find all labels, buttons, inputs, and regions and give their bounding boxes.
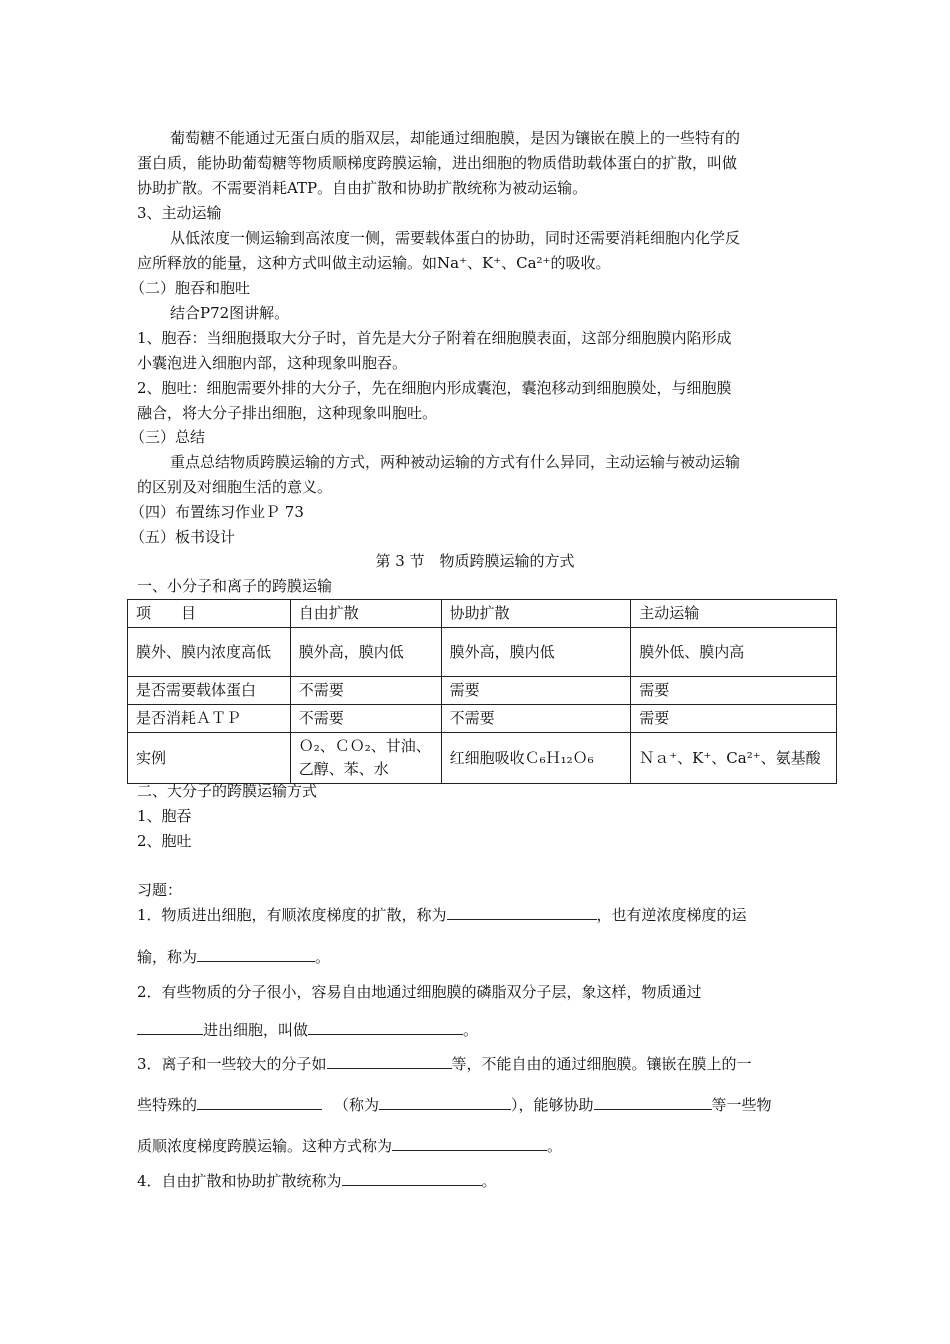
q3-text: （称为: [334, 1096, 380, 1114]
table-header-cell: 自由扩散: [290, 600, 441, 628]
question-2-line-2: [137, 1017, 478, 1043]
exocytosis-line-2: 融合，将大分子排出细胞，这种现象叫胞吐。: [137, 404, 438, 422]
q3-text: 质顺浓度梯度跨膜运输。这种方式称为: [137, 1137, 393, 1155]
q3-blank-3[interactable]: [379, 1093, 511, 1110]
q2-blank-1[interactable]: [137, 1018, 203, 1035]
q1-text: 。: [315, 948, 331, 966]
section-2-heading: 二、大分子的跨膜运输方式: [137, 782, 318, 800]
endo-reference: 结合P72图讲解。: [170, 304, 290, 322]
summary-line-1: 重点总结物质跨膜运输的方式，两种被动运输的方式有什么异同，主动运输与被动运输: [170, 453, 741, 471]
intro-line-1: 葡萄糖不能通过无蛋白质的脂双层，却能通过细胞膜，是因为镶嵌在膜上的一些特有的: [170, 129, 741, 147]
q1-text: ，也有逆浓度梯度的运: [596, 906, 747, 924]
active-line-1: 从低浓度一侧运输到高浓度一侧，需要载体蛋白的协助，同时还需要消耗细胞内化学反: [170, 229, 741, 247]
q2-text: 。: [463, 1021, 479, 1039]
table-header-cell: 协助扩散: [441, 600, 631, 628]
table-cell: 不需要: [441, 705, 631, 733]
question-4-line: [137, 1168, 497, 1194]
exercises-heading: 习题：: [137, 881, 183, 899]
intro-line-3: 协助扩散。不需要消耗ATP。自由扩散和协助扩散统称为被动运输。: [137, 179, 588, 197]
table-cell: 实例: [128, 733, 291, 784]
q3-blank-5[interactable]: [392, 1134, 547, 1151]
transport-comparison-table: [127, 599, 837, 784]
question-1-line-1: [137, 902, 747, 928]
board-design-heading: （五）板书设计: [130, 528, 236, 546]
active-transport-heading: 3、主动运输: [137, 204, 222, 222]
summary-heading: （三）总结: [130, 428, 206, 446]
question-1-line-2: [137, 944, 330, 970]
q4-text: 。: [481, 1172, 497, 1190]
exocytosis-line-1: 2、胞吐：细胞需要外排的大分子，先在细胞内形成囊泡，囊泡移动到细胞膜处，与细胞膜: [137, 379, 732, 397]
table-cell: 是否需要载体蛋白: [128, 677, 291, 705]
table-row: [128, 628, 837, 677]
question-2-line-1: 2．有些物质的分子很小，容易自由地通过细胞膜的磷脂双分子层，象这样，物质通过: [137, 983, 702, 1001]
q2-blank-2[interactable]: [308, 1018, 463, 1035]
table-cell: 需要: [631, 677, 837, 705]
q3-text: 。: [547, 1137, 563, 1155]
q1-blank-2[interactable]: [197, 945, 315, 962]
summary-line-2: 的区别及对细胞生活的意义。: [137, 478, 333, 496]
board-title: 第 3 节 物质跨膜运输的方式: [375, 552, 575, 570]
q3-text: 3．离子和一些较大的分子如: [137, 1055, 327, 1073]
table-cell: Ｏ₂、ＣＯ₂、甘油、乙醇、苯、水: [290, 733, 441, 784]
section-2-item: 2、胞吐: [137, 832, 192, 850]
table-row: [128, 733, 837, 784]
q3-blank-1[interactable]: [327, 1052, 452, 1069]
table-row: [128, 705, 837, 733]
endo-heading: （二）胞吞和胞吐: [130, 279, 251, 297]
question-3-line-3: [137, 1133, 562, 1159]
q3-blank-4[interactable]: [594, 1093, 712, 1110]
q2-text: 进出细胞，叫做: [203, 1021, 309, 1039]
q3-text: 些特殊的: [137, 1096, 198, 1114]
endocytosis-line-1: 1、胞吞：当细胞摄取大分子时，首先是大分子附着在细胞膜表面，这部分细胞膜内陷形成: [137, 329, 732, 347]
section-2-item: 1、胞吞: [137, 807, 192, 825]
q1-text: 1．物质进出细胞，有顺浓度梯度的扩散，称为: [137, 906, 447, 924]
table-header-cell: 主动运输: [631, 600, 837, 628]
table-cell: 红细胞吸收Ｃ₆Ｈ₁₂Ｏ₆: [441, 733, 631, 784]
table-cell: 不需要: [290, 677, 441, 705]
table-cell: 是否消耗ＡＴＰ: [128, 705, 291, 733]
table-cell: 膜外、膜内浓度高低: [128, 628, 291, 677]
q4-blank-1[interactable]: [342, 1169, 482, 1186]
intro-line-2: 蛋白质，能协助葡萄糖等物质顺梯度跨膜运输，进出细胞的物质借助载体蛋白的扩散，叫做: [137, 154, 738, 172]
q4-text: 4．自由扩散和协助扩散统称为: [137, 1172, 342, 1190]
question-3-line-1: [137, 1051, 752, 1077]
table-cell: 需要: [441, 677, 631, 705]
active-line-2: 应所释放的能量，这种方式叫做主动运输。如Na⁺、K⁺、Ca²⁺的吸收。: [137, 254, 611, 272]
table-cell: 膜外高，膜内低: [441, 628, 631, 677]
q3-text: 等，不能自由的通过细胞膜。镶嵌在膜上的一: [451, 1055, 752, 1073]
section-1-heading: 一、小分子和离子的跨膜运输: [137, 577, 333, 595]
homework-line: （四）布置练习作业Ｐ 73: [130, 503, 304, 521]
q3-text: ），能够协助: [511, 1096, 594, 1114]
endocytosis-line-2: 小囊泡进入细胞内部，这种现象叫胞吞。: [137, 354, 408, 372]
question-3-line-2: [137, 1092, 772, 1118]
q1-blank-1[interactable]: [447, 903, 597, 920]
table-cell: 需要: [631, 705, 837, 733]
table-header-row: [128, 600, 837, 628]
table-row: [128, 677, 837, 705]
table-header-cell: 项 目: [128, 600, 291, 628]
q3-blank-2[interactable]: [197, 1093, 322, 1110]
q1-text: 输，称为: [137, 948, 198, 966]
table-cell: Ｎａ⁺、K⁺、Ca²⁺、氨基酸: [631, 733, 837, 784]
q3-text: 等一些物: [711, 1096, 772, 1114]
table-cell: 膜外低、膜内高: [631, 628, 837, 677]
table-cell: 膜外高，膜内低: [290, 628, 441, 677]
table-cell: 不需要: [290, 705, 441, 733]
